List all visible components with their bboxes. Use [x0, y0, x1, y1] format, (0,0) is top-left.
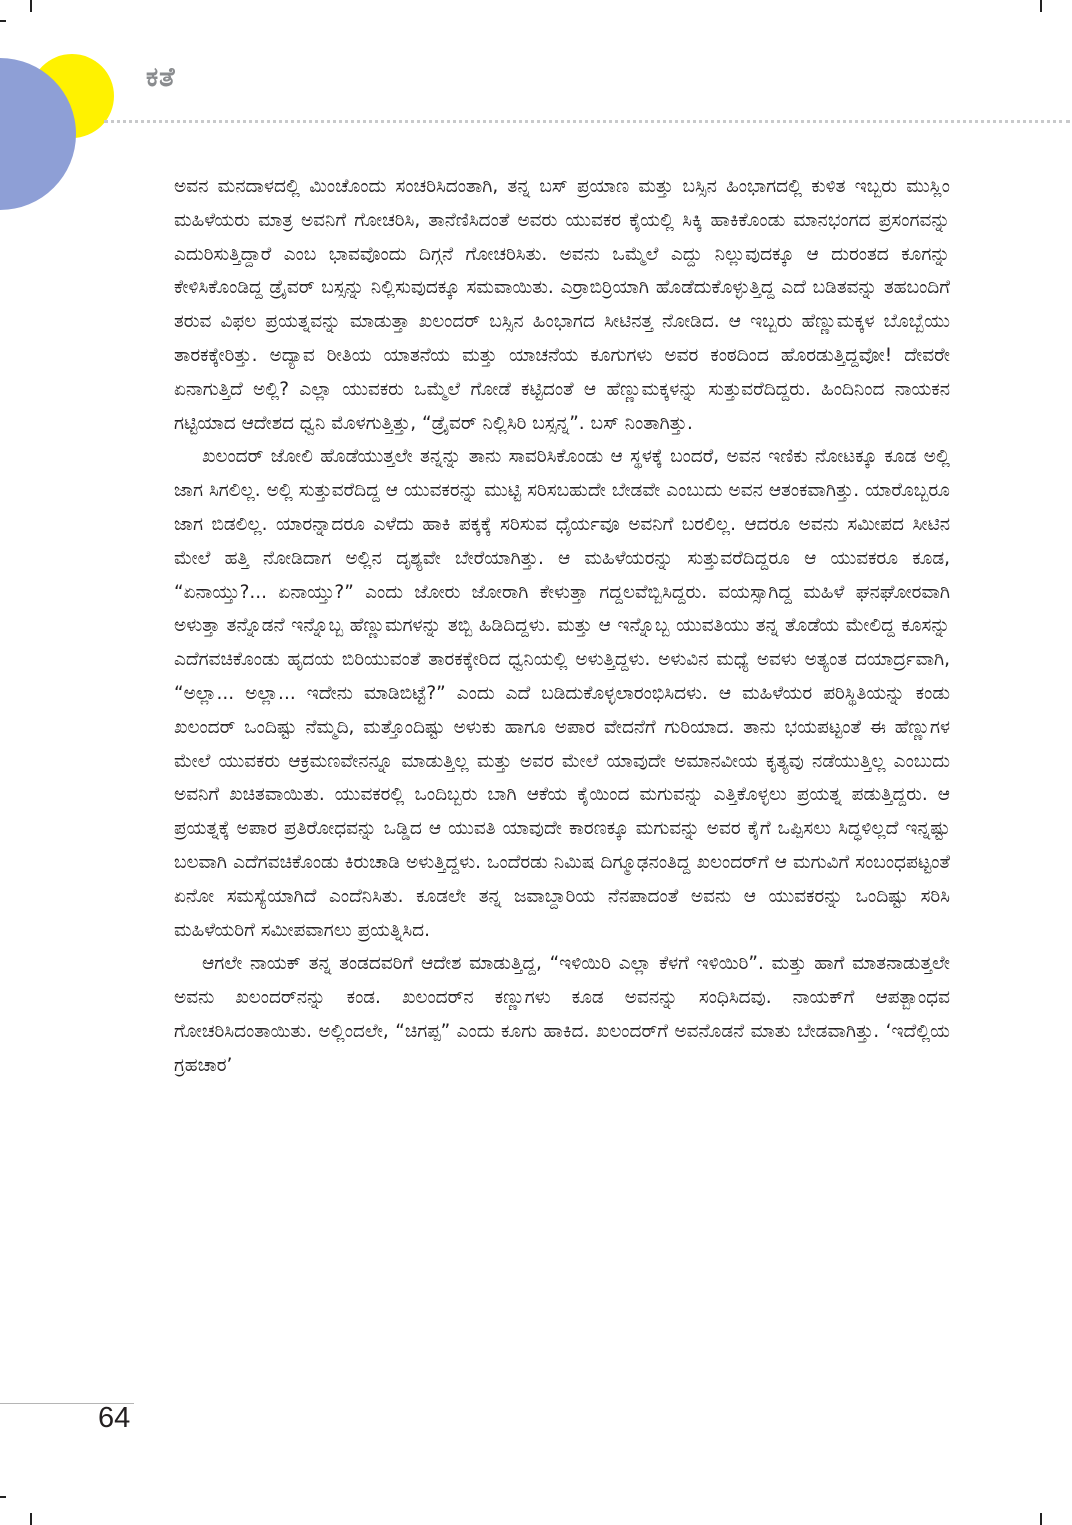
header-dotted-divider	[104, 120, 1070, 123]
page-number: 64	[98, 1402, 131, 1434]
crop-mark	[1040, 1513, 1042, 1525]
paragraph: ಆಗಲೇ ನಾಯಕ್ ತನ್ನ ತಂಡದವರಿಗೆ ಆದೇಶ ಮಾಡುತ್ತಿದ್ದ, “ಇಳಿಯಿರಿ ಎಲ್ಲಾ ಕೆಳಗೆ ಇಳಿಯಿರಿ”. ಮತ್ತು ಹಾಗೆ ಮಾತನಾಡುತ್ತಲೇ ಅವನು ಖಲಂದರ್‌ನನ್ನು ಕಂಡ. ಖಲಂದರ್‌ನ ಕಣ್ಣುಗಳು ಕೂಡ ಅವನನ್ನು ಸಂಧಿಸಿದವು. ನಾಯಕ್‌ಗೆ ಆಪತ್ಬಾಂಧವ ಗೋಚರಿಸಿದಂತಾಯಿತು. ಅಲ್ಲಿಂದಲೇ, “ಚಿಗಪ್ಪ” ಎಂದು ಕೂಗು ಹಾಕಿದ. ಖಲಂದರ್‌ಗೆ ಅವನೊಡನೆ ಮಾತು ಬೇಡವಾಗಿತ್ತು. ‘ಇದೆಲ್ಲಿಯ ಗ್ರಹಚಾರ’	[174, 953, 950, 1076]
section-title: ಕತೆ	[146, 62, 176, 93]
paragraph: ಖಲಂದರ್ ಜೋಲಿ ಹೊಡೆಯುತ್ತಲೇ ತನ್ನನ್ನು ತಾನು ಸಾವರಿಸಿಕೊಂಡು ಆ ಸ್ಥಳಕ್ಕೆ ಬಂದರೆ, ಅವನ ಇಣಿಕು ನೋಟಕ್ಕೂ ಕೂಡ ಅಲ್ಲಿ ಜಾಗ ಸಿಗಲಿಲ್ಲ. ಅಲ್ಲಿ ಸುತ್ತುವರೆದಿದ್ದ ಆ ಯುವಕರನ್ನು ಮುಟ್ಟಿ ಸರಿಸಬಹುದೇ ಬೇಡವೇ ಎಂಬುದು ಅವನ ಆತಂಕವಾಗಿತ್ತು. ಯಾರೊಬ್ಬರೂ ಜಾಗ ಬಿಡಲಿಲ್ಲ. ಯಾರನ್ನಾದರೂ ಎಳೆದು ಹಾಕಿ ಪಕ್ಕಕ್ಕೆ ಸರಿಸುವ ಧೈರ್ಯವೂ ಅವನಿಗೆ ಬರಲಿಲ್ಲ. ಆದರೂ ಅವನು ಸಮೀಪದ ಸೀಟಿನ ಮೇಲೆ ಹತ್ತಿ ನೋಡಿದಾಗ ಅಲ್ಲಿನ ದೃಶ್ಯವೇ ಬೇರೆಯಾಗಿತ್ತು. ಆ ಮಹಿಳೆಯರನ್ನು ಸುತ್ತುವರೆದಿದ್ದರೂ ಆ ಯುವಕರೂ ಕೂಡ, “ಏನಾಯ್ತು?... ಏನಾಯ್ತು?” ಎಂದು ಜೋರು ಜೋರಾಗಿ ಕೇಳುತ್ತಾ ಗದ್ದಲವೆಬ್ಬಿಸಿದ್ದರು. ವಯಸ್ಸಾಗಿದ್ದ ಮಹಿಳೆ ಘನಘೋರವಾಗಿ ಅಳುತ್ತಾ ತನ್ನೊಡನೆ ಇನ್ನೊಬ್ಬ ಹೆಣ್ಣುಮಗಳನ್ನು ತಬ್ಬಿ ಹಿಡಿದಿದ್ದಳು. ಮತ್ತು ಆ ಇನ್ನೊಬ್ಬ ಯುವತಿಯು ತನ್ನ ತೊಡೆಯ ಮೇಲಿದ್ದ ಕೂಸನ್ನು ಎದೆಗವಚಿಕೊಂಡು ಹೃದಯ ಬಿರಿಯುವಂತೆ ತಾರಕಕ್ಕೇರಿದ ಧ್ವನಿಯಲ್ಲಿ ಅಳುತ್ತಿದ್ದಳು. ಅಳುವಿನ ಮಧ್ಯೆ ಅವಳು ಅತ್ಯಂತ ದಯಾರ್ದ್ರವಾಗಿ, “ಅಲ್ಲಾ... ಅಲ್ಲಾ... ಇದೇನು ಮಾಡಿಬಿಟ್ಟೆ?” ಎಂದು ಎದೆ ಬಡಿದುಕೊಳ್ಳಲಾರಂಭಿಸಿದಳು. ಆ ಮಹಿಳೆಯರ ಪರಿಸ್ಥಿತಿಯನ್ನು ಕಂಡು ಖಲಂದರ್ ಒಂದಿಷ್ಟು ನೆಮ್ಮದಿ, ಮತ್ತೊಂದಿಷ್ಟು ಅಳುಕು ಹಾಗೂ ಅಪಾರ ವೇದನೆಗೆ ಗುರಿಯಾದ. ತಾನು ಭಯಪಟ್ಟಂತೆ ಈ ಹೆಣ್ಣುಗಳ ಮೇಲೆ ಯುವಕರು ಆಕ್ರಮಣವೇನನ್ನೂ ಮಾಡುತ್ತಿಲ್ಲ ಮತ್ತು ಅವರ ಮೇಲೆ ಯಾವುದೇ ಅಮಾನವೀಯ ಕೃತ್ಯವು ನಡೆಯುತ್ತಿಲ್ಲ ಎಂಬುದು ಅವನಿಗೆ ಖಚಿತವಾಯಿತು. ಯುವಕರಲ್ಲಿ ಒಂದಿಬ್ಬರು ಬಾಗಿ ಆಕೆಯ ಕೈಯಿಂದ ಮಗುವನ್ನು ಎತ್ತಿಕೊಳ್ಳಲು ಪ್ರಯತ್ನ ಪಡುತ್ತಿದ್ದರು. ಆ ಪ್ರಯತ್ನಕ್ಕೆ ಅಪಾರ ಪ್ರತಿರೋಧವನ್ನು ಒಡ್ಡಿದ ಆ ಯುವತಿ ಯಾವುದೇ ಕಾರಣಕ್ಕೂ ಮಗುವನ್ನು ಅವರ ಕೈಗೆ ಒಪ್ಪಿಸಲು ಸಿದ್ಧಳಿಲ್ಲದೆ ಇನ್ನಷ್ಟು ಬಲವಾಗಿ ಎದೆಗವಚಿಕೊಂಡು ಕಿರುಚಾಡಿ ಅಳುತ್ತಿದ್ದಳು. ಒಂದೆರಡು ನಿಮಿಷ ದಿಗ್ಮೂಢನಂತಿದ್ದ ಖಲಂದರ್‌ಗೆ ಆ ಮಗುವಿಗೆ ಸಂಬಂಧಪಟ್ಟಂತೆ ಏನೋ ಸಮಸ್ಯೆಯಾಗಿದೆ ಎಂದೆನಿಸಿತು. ಕೂಡಲೇ ತನ್ನ ಜವಾಬ್ದಾರಿಯ ನೆನಪಾದಂತೆ ಅವನು ಆ ಯುವಕರನ್ನು ಒಂದಿಷ್ಟು ಸರಿಸಿ ಮಹಿಳೆಯರಿಗೆ ಸಮೀಪವಾಗಲು ಪ್ರಯತ್ನಿಸಿದ.	[174, 446, 950, 941]
crop-mark	[1040, 0, 1042, 12]
paragraph: ಅವನ ಮನದಾಳದಲ್ಲಿ ಮಿಂಚೊಂದು ಸಂಚರಿಸಿದಂತಾಗಿ, ತನ್ನ ಬಸ್ ಪ್ರಯಾಣ ಮತ್ತು ಬಸ್ಸಿನ ಹಿಂಭಾಗದಲ್ಲಿ ಕುಳಿತ ಇಬ್ಬರು ಮುಸ್ಲಿಂ ಮಹಿಳೆಯರು ಮಾತ್ರ ಅವನಿಗೆ ಗೋಚರಿಸಿ, ತಾನೆಣಿಸಿದಂತೆ ಅವರು ಯುವಕರ ಕೈಯಲ್ಲಿ ಸಿಕ್ಕಿ ಹಾಕಿಕೊಂಡು ಮಾನಭಂಗದ ಪ್ರಸಂಗವನ್ನು ಎದುರಿಸುತ್ತಿದ್ದಾರೆ ಎಂಬ ಭಾವವೊಂದು ದಿಗ್ಗನೆ ಗೋಚರಿಸಿತು. ಅವನು ಒಮ್ಮೆಲೆ ಎದ್ದು ನಿಲ್ಲುವುದಕ್ಕೂ ಆ ದುರಂತದ ಕೂಗನ್ನು ಕೇಳಿಸಿಕೊಂಡಿದ್ದ ಡ್ರೈವರ್ ಬಸ್ಸನ್ನು ನಿಲ್ಲಿಸುವುದಕ್ಕೂ ಸಮವಾಯಿತು. ಎರ್ರಾಬಿರ್ರಿಯಾಗಿ ಹೊಡೆದುಕೊಳ್ಳುತ್ತಿದ್ದ ಎದೆ ಬಡಿತವನ್ನು ತಹಬಂದಿಗೆ ತರುವ ವಿಫಲ ಪ್ರಯತ್ನವನ್ನು ಮಾಡುತ್ತಾ ಖಲಂದರ್ ಬಸ್ಸಿನ ಹಿಂಭಾಗದ ಸೀಟಿನತ್ತ ನೋಡಿದ. ಆ ಇಬ್ಬರು ಹೆಣ್ಣುಮಕ್ಕಳ ಬೊಬ್ಬೆಯು ತಾರಕಕ್ಕೇರಿತ್ತು. ಅದ್ಯಾವ ರೀತಿಯ ಯಾತನೆಯ ಮತ್ತು ಯಾಚನೆಯ ಕೂಗುಗಳು ಅವರ ಕಂಠದಿಂದ ಹೊರಡುತ್ತಿದ್ದವೋ! ದೇವರೇ ಏನಾಗುತ್ತಿದೆ ಅಲ್ಲಿ? ಎಲ್ಲಾ ಯುವಕರು ಒಮ್ಮೆಲೆ ಗೋಡೆ ಕಟ್ಟಿದಂತೆ ಆ ಹೆಣ್ಣುಮಕ್ಕಳನ್ನು ಸುತ್ತುವರೆದಿದ್ದರು. ಹಿಂದಿನಿಂದ ನಾಯಕನ ಗಟ್ಟಿಯಾದ ಆದೇಶದ ಧ್ವನಿ ಮೊಳಗುತ್ತಿತ್ತು, “ಡ್ರೈವರ್ ನಿಲ್ಲಿಸಿರಿ ಬಸ್ಸನ್ನ”. ಬಸ್ ನಿಂತಾಗಿತ್ತು.	[174, 176, 950, 434]
crop-mark	[0, 1496, 6, 1498]
story-body	[174, 170, 950, 1083]
crop-mark	[30, 0, 32, 12]
crop-mark	[0, 20, 6, 22]
crop-mark	[30, 1513, 32, 1525]
